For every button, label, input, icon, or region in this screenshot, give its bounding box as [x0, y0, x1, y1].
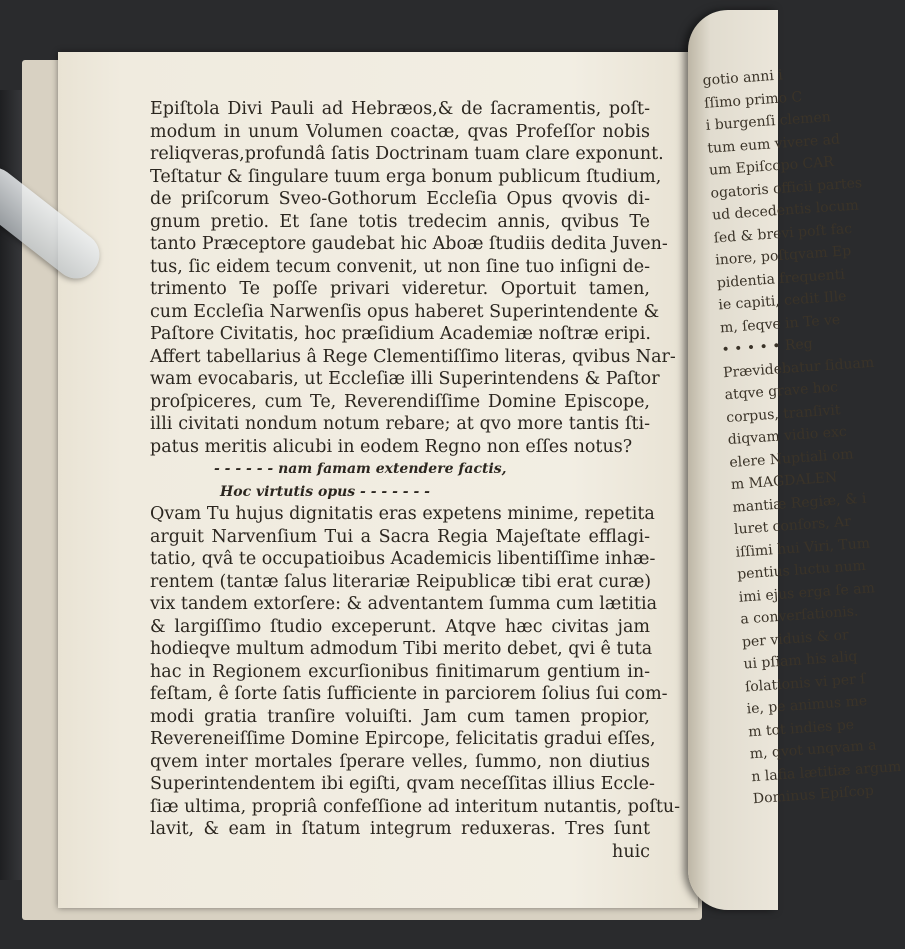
quote-line-2: Hoc virtutis opus - - - - - - - [220, 483, 430, 500]
text-line: de priſcorum Sveo-Gothorum Eccleſia Opus qvovis di- [150, 189, 650, 209]
text-line: qvem inter mortales ſperare velles, ſummo, non diutius [150, 751, 650, 772]
facing-text-line: corpus, tranſivit [725, 401, 841, 426]
facing-text-line: Dominus Epiſcop [752, 782, 875, 808]
page-text [150, 98, 681, 863]
facing-text-line: ſolationis vi per ſ [744, 670, 866, 695]
text-line: feſtam, ê ſorte ſatis ſufficiente in parciorem ſolius ſui com- [150, 684, 668, 704]
text-line: hodieqve multum admodum Tibi merito debet, qvi ê tuta [150, 639, 653, 659]
text-line: tus, ſic eidem tecum convenit, ut non ſine tuo inſigni de- [150, 256, 650, 277]
facing-text-line: mantiæ Regiæ, & i [732, 490, 867, 516]
catchword: huic [612, 841, 650, 862]
text-line: Teſtatur & ſingulare tuum erga bonum publicum ſtudium, [150, 166, 662, 187]
text-line: ſiæ ultima, propriâ confeſſione ad interitum nutantis, poſtu- [150, 796, 681, 817]
facing-text-line: inore, poſtqvam Ep [714, 243, 852, 269]
text-line: vix tandem extorſere: & adventantem ſumma cum lætitia [150, 594, 658, 614]
text-line: Qvam Tu hujus dignitatis eras expetens minime, repetita [150, 504, 655, 524]
facing-text-line: ie capiti, cedit Ille [717, 288, 847, 314]
facing-text-line: gotio anni i [702, 67, 784, 89]
text-line: Affert tabellarius â Rege Clementiſſimo literas, qvibus Nar- [150, 346, 676, 367]
text-line: reliqveras,profundâ ſatis Doctrinam tuam clare exponunt. [150, 144, 664, 164]
text-line: tanto Præceptore gaudebat hic Aboæ ſtudiis dedita Juven- [150, 234, 668, 254]
text-line: Revereneiſſime Domine Epircope, felicitatis gradui eſſes, [150, 729, 656, 749]
facing-text-line: ſſimo primo C [703, 88, 803, 112]
quote-line-1: - - - - - - nam famam extendere factis, [214, 461, 507, 477]
facing-text-line: • • • • • Reg [721, 335, 814, 359]
text-line: lavit, & eam in ſtatum integrum reduxeras. Tres ſunt [150, 819, 650, 839]
facing-text-line: ud decedentis locum [711, 197, 860, 224]
facing-text-line: i burgenſi clemen [705, 109, 832, 134]
paragraph-2 [150, 503, 681, 841]
text-line: cum Eccleſia Narwenſis opus haberet Superintendente & [150, 301, 660, 322]
text-line: hac in Regionem excurſionibus finitimarum gentium in- [150, 661, 650, 682]
text-line: trimento Te poſſe privari videretur. Oportuit tamen, [150, 279, 650, 299]
facing-text-line: iſſimi hui Viri, Tum [735, 534, 871, 561]
facing-text-line: m MAGDALEN [730, 469, 838, 493]
facing-text-line: m, qvot unqvam a [749, 737, 877, 763]
facing-text-line: ui pſiam his aliq [743, 648, 858, 673]
facing-text-line: n lafia lætitiæ argum [750, 758, 902, 785]
facing-page [688, 10, 902, 910]
facing-text-line: imi ejus erga ſe am [738, 579, 876, 606]
text-line: & largiſſimo ſtudio exceperunt. Atqve hæc civitas jam [150, 616, 650, 637]
facing-text-line: pentius luctu num [736, 557, 867, 583]
facing-text-line: tum eum vivere ad [706, 131, 841, 157]
facing-page-text [702, 60, 902, 810]
text-line: arguit Narvenſium Tui a Sacra Regia Majeſtate efflagi- [150, 526, 650, 547]
text-line: illi civitati nondum notum rebare; at qvo more tantis ſti- [150, 414, 650, 434]
facing-text-line: ie, pe animus me [746, 693, 868, 718]
paragraph-1 [150, 98, 676, 458]
facing-text-line: a converſationis. [739, 603, 859, 628]
facing-text-line: Prævidebatur ſiduam [722, 354, 875, 381]
facing-text-line: pidentia frequenti [716, 266, 846, 291]
facing-text-line: m, ſeqve in Te ve [719, 311, 841, 336]
facing-text-line: luret conſors, Ar [733, 513, 852, 538]
text-line: wam evocabaris, ut Eccleſiæ illi Superintendens & Paſtor [150, 369, 660, 389]
facing-text-line: elere Nuptiali om [728, 445, 854, 471]
text-line: Paſtore Civitatis, hoc præſidium Academiæ noſtræ eripi. [150, 324, 651, 344]
facing-text-line: ogatoris officii partes [710, 174, 863, 202]
facing-text-line: diqvam vidio exc [727, 423, 848, 449]
facing-text-line: ſed & brevi poſt fac [713, 220, 853, 247]
facing-text-line: per viduis & or [741, 626, 850, 651]
text-line: modi gratia tranſire voluiſti. Jam cum tamen propior, [150, 706, 650, 727]
text-line: rentem (tantæ ſalus literariæ Reipublicæ tibi erat curæ) [150, 571, 652, 592]
facing-text-line: atqve grave hoc [724, 379, 839, 404]
text-line: modum in unum Volumen coactæ, qvas Profeſſor nobis [150, 121, 650, 142]
text-line: proſpiceres, cum Te, Reverendiſſime Domine Episcope, [150, 391, 650, 412]
text-line: Superintendentem ibi egiſti, qvam neceſſitas illius Eccle- [150, 774, 655, 794]
text-line: gnum pretio. Et ſane totis tredecim annis, qvibus Te [150, 211, 650, 232]
text-line: Epiſtola Divi Pauli ad Hebræos,& de ſacramentis, poſt- [150, 99, 650, 119]
text-line: patus meritis alicubi in eodem Regno non eſſes notus? [150, 436, 633, 457]
facing-text-line: m tot indies pe [747, 716, 855, 740]
text-line: tatio, qvâ te occupatioibus Academicis libentiſſime inhæ- [150, 549, 656, 569]
facing-text-line: um Epiſcopo CAR [708, 154, 835, 179]
